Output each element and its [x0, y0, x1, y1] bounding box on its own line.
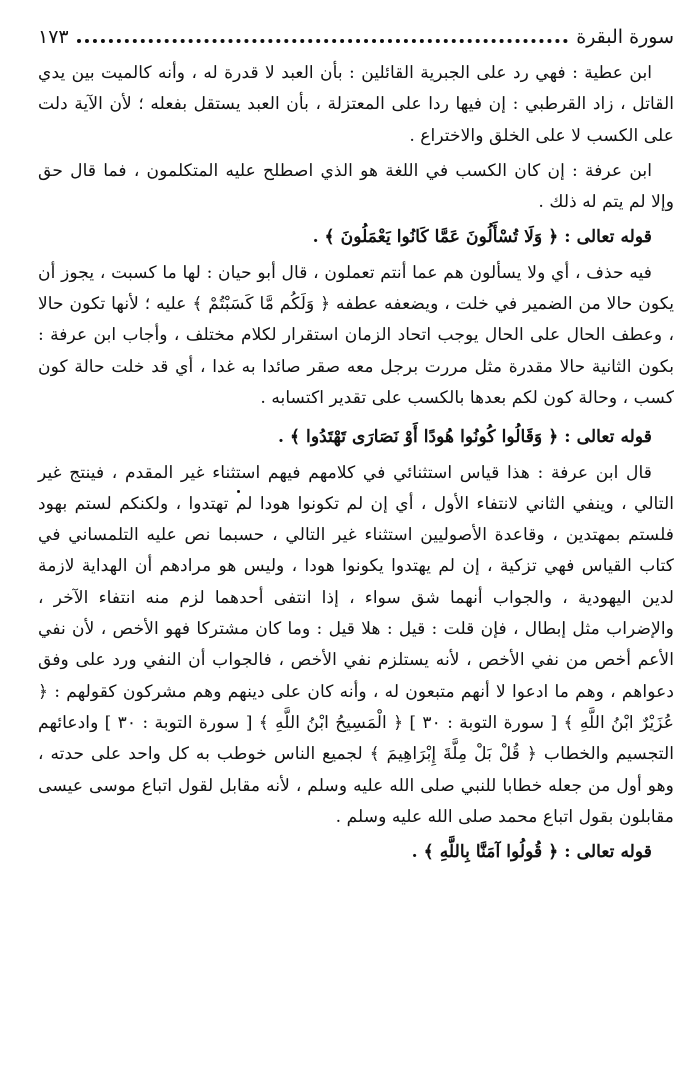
- paragraph-ibn-atiyya: ابن عطية : فهي رد على الجبرية القائلين : بأن العبد لا قدرة له ، وأنه كالميت بين يدي القاتل ، زاد القرطبي : إن فيها ردا على المعتزلة ، بأن العبد يستقل بفعله ؛ لأن الآية دلت على الكسب لا على الخلق والاختراع .: [38, 63, 674, 146]
- verse-heading-la-tusaloon: قوله تعالى : ﴿ وَلَا تُسْأَلُونَ عَمَّا كَانُوا يَعْمَلُونَ ﴾ .: [312, 227, 652, 248]
- paragraph-ibn-arafa-kasb: ابن عرفة : إن كان الكسب في اللغة هو الذي اصطلح عليه المتكلمون ، فما قال حق وإلا لم يتم له ذلك .: [38, 160, 674, 213]
- paragraph-abu-hayyan: فيه حذف ، أي ولا يسألون هم عما أنتم تعملون ، قال أبو حيان : لها ما كسبت ، يجوز أن يكون حالا من الضمير في خلت ، ويضعفه عطفه ﴿ وَلَكُم مَّا كَسَبْتُمْ ﴾ عليه ؛ لأنها تكون حالا ، وعطف الحال على الحال يوجب اتحاد الزمان استقرار لكلام مختلف ، وأجاب ابن عرفة : بكون الثانية حالا مقدرة مثل مررت برجل معه صقر صائدا به غدا ، أي قد خلت حالة كون كسب ، وحالة كون لكم بعدها بالكسب على تقدير اكتسابه .: [38, 262, 674, 408]
- verse-heading-amanna-billah: قوله تعالى : ﴿ قُولُوا آمَنَّا بِاللَّهِ ﴾ .: [411, 842, 652, 863]
- running-header: [38, 20, 674, 54]
- verse-heading-kunu-hudan: قوله تعالى : ﴿ وَقَالُوا كُونُوا هُودًا أَوْ نَصَارَى تَهْتَدُوا ﴾ .: [278, 427, 652, 448]
- header-dotted-leader: [77, 39, 569, 43]
- surah-title: سورة البقرة: [576, 26, 674, 48]
- paragraph-qiyas-istithnai: قال ابن عرفة : هذا قياس استثنائي في كلامهم فيهم استثناء غير المقدم ، فينتج غير التالي ، وينفي الثاني لانتفاء الأول ، أي إن لم تكونوا هودا لم تهتدوا ، ولكنكم لستم بهود فلستم بمهتدين ، وقاعدة الأصوليين استثناء غير التالي ، حسبما نص عليه التلمساني في كتاب القياس فهي تزكية ، إن لم يهتدوا يكونوا هودا ، وليس هو مرادهم أن الهداية لازمة لدين اليهودية ، والجواب أنهما شق سواء ، إذا انتفى أحدهما لزم منه انتفاء الآخر ، والإضراب مثل إبطال ، فإن قلت : قيل : هلا قيل : وما كان مشتركا فهو الأخص ، لأن نفي الأعم أخص من نفي الأخص ، لأنه يستلزم نفي الأخص ، فالجواب أن النفي ورد على وفق دعواهم ، وهم ما ادعوا لا أنهم متبعون له ، وأنه كان على دينهم وهم مشركون كقولهم : ﴿ عُزَيْرٌ ابْنُ اللَّهِ ﴾ [ سورة التوبة : ٣٠ ] ﴿ الْمَسِيحُ ابْنُ اللَّهِ ﴾ [ سورة التوبة : ٣٠ ] وادعائهم التجسيم والخطاب ﴿ قُلْ بَلْ مِلَّةَ إِبْرَاهِيمَ ﴾ لجميع الناس خوطب به كل واحد على حدته ، وهو أول من جعله خطابا للنبي صلى الله عليه وسلم ، لأنه مقابل لقول اتباع موسى عيسى مقابلون بقول اتباع محمد صلى الله عليه وسلم .: [38, 462, 674, 827]
- print-speck: [237, 490, 240, 493]
- page-number: ١٧٣: [38, 26, 69, 48]
- book-page: [38, 20, 674, 868]
